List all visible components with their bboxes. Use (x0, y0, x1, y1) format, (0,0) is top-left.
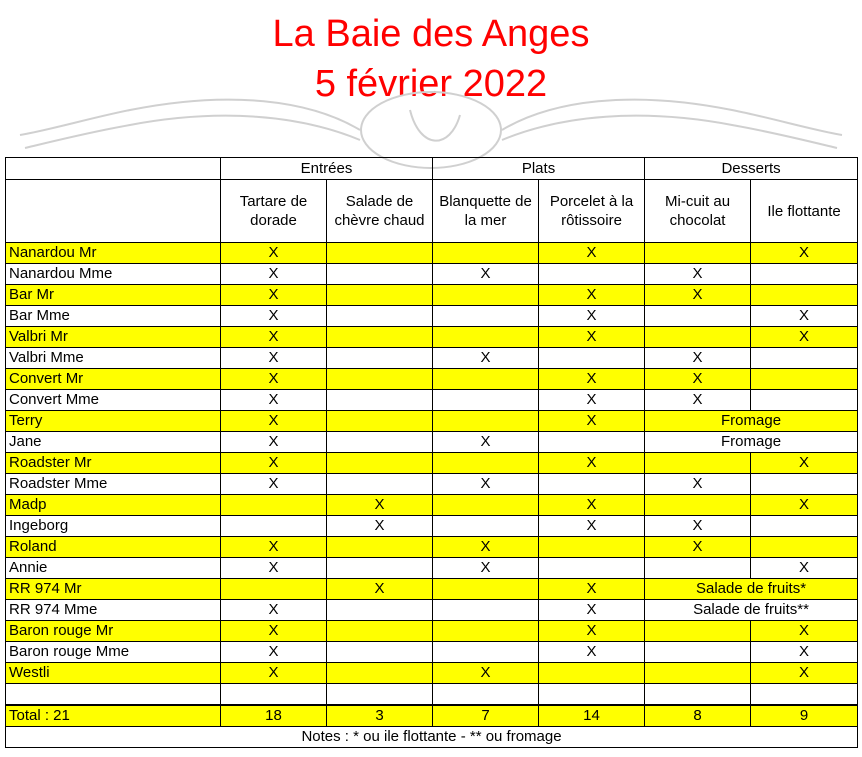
choice-cell: X (645, 285, 751, 306)
choice-cell (433, 411, 539, 432)
choice-cell (327, 285, 433, 306)
choice-cell: X (751, 453, 858, 474)
dessert-alternative: Fromage (645, 411, 858, 432)
choice-cell (645, 663, 751, 684)
guest-name: Convert Mme (6, 390, 221, 411)
col-salade: Salade de chèvre chaud (327, 180, 433, 243)
dessert-alternative: Salade de fruits** (645, 600, 858, 621)
total-value: 9 (751, 705, 858, 727)
choice-cell (433, 453, 539, 474)
choice-cell (645, 621, 751, 642)
choice-cell: X (327, 579, 433, 600)
group-desserts: Desserts (645, 158, 858, 180)
dessert-alternative: Salade de fruits* (645, 579, 858, 600)
choice-cell: X (221, 642, 327, 663)
choice-cell: X (539, 306, 645, 327)
choice-cell (433, 306, 539, 327)
choice-cell (645, 243, 751, 264)
choice-cell (539, 432, 645, 453)
choice-cell (327, 264, 433, 285)
table-row (6, 411, 858, 432)
choice-cell (433, 327, 539, 348)
guest-name: Bar Mme (6, 306, 221, 327)
choice-cell (751, 390, 858, 411)
total-value: 14 (539, 705, 645, 727)
choice-cell (645, 327, 751, 348)
choice-cell: X (221, 411, 327, 432)
col-porcelet: Porcelet à la rôtissoire (539, 180, 645, 243)
total-value: 7 (433, 705, 539, 727)
choice-cell (645, 642, 751, 663)
guest-name: Valbri Mr (6, 327, 221, 348)
choice-cell (221, 579, 327, 600)
table-row (6, 621, 858, 642)
table-row (6, 537, 858, 558)
notes-row (6, 727, 858, 748)
corner-cell (6, 158, 221, 180)
choice-cell: X (539, 621, 645, 642)
choice-cell: X (221, 537, 327, 558)
choice-cell (751, 516, 858, 537)
choice-cell: X (221, 327, 327, 348)
choice-cell: X (645, 516, 751, 537)
choice-cell (433, 243, 539, 264)
col-blanquette: Blanquette de la mer (433, 180, 539, 243)
table-row (6, 348, 858, 369)
choice-cell: X (539, 516, 645, 537)
choice-cell: X (751, 642, 858, 663)
choice-cell (433, 621, 539, 642)
choice-cell: X (221, 432, 327, 453)
choice-cell (539, 474, 645, 495)
guest-name: Madp (6, 495, 221, 516)
choice-cell (327, 453, 433, 474)
table-row (6, 663, 858, 684)
table-row (6, 327, 858, 348)
choice-cell (433, 369, 539, 390)
guest-name: Jane (6, 432, 221, 453)
choice-cell: X (539, 411, 645, 432)
table-row (6, 642, 858, 663)
guest-name: Terry (6, 411, 221, 432)
choice-cell (539, 348, 645, 369)
choice-cell: X (221, 621, 327, 642)
total-value: 3 (327, 705, 433, 727)
choice-cell (327, 663, 433, 684)
table-row (6, 600, 858, 621)
group-plats: Plats (433, 158, 645, 180)
choice-cell: X (645, 390, 751, 411)
choice-cell (327, 348, 433, 369)
choice-cell: X (539, 390, 645, 411)
choice-cell: X (433, 432, 539, 453)
choice-cell: X (539, 327, 645, 348)
table-row (6, 579, 858, 600)
guest-name: Nanardou Mr (6, 243, 221, 264)
col-tartare: Tartare de dorade (221, 180, 327, 243)
guest-name: Convert Mr (6, 369, 221, 390)
choice-cell: X (751, 243, 858, 264)
guest-name: Valbri Mme (6, 348, 221, 369)
total-label: Total : 21 (6, 705, 221, 727)
choice-cell: X (539, 243, 645, 264)
choice-cell (327, 369, 433, 390)
choice-cell (645, 495, 751, 516)
empty-row (6, 684, 858, 706)
choice-cell: X (221, 243, 327, 264)
choice-cell: X (221, 264, 327, 285)
choice-cell: X (433, 537, 539, 558)
choice-cell (327, 306, 433, 327)
table-row (6, 285, 858, 306)
guest-name: RR 974 Mr (6, 579, 221, 600)
choice-cell: X (645, 348, 751, 369)
choice-cell: X (221, 369, 327, 390)
choice-cell (751, 348, 858, 369)
choice-cell (327, 558, 433, 579)
choice-cell: X (539, 285, 645, 306)
guest-name: Nanardou Mme (6, 264, 221, 285)
title-line1: La Baie des Anges (272, 13, 590, 55)
choice-cell: X (539, 453, 645, 474)
guest-name: RR 974 Mme (6, 600, 221, 621)
choice-cell (539, 537, 645, 558)
col-ile-flottante: Ile flottante (751, 180, 858, 243)
table-row (6, 369, 858, 390)
dessert-alternative: Fromage (645, 432, 858, 453)
choice-cell (433, 495, 539, 516)
choice-cell (327, 432, 433, 453)
choice-cell: X (221, 474, 327, 495)
table-row (6, 495, 858, 516)
choice-cell: X (539, 579, 645, 600)
choice-cell (539, 558, 645, 579)
choice-cell (751, 474, 858, 495)
choice-cell: X (221, 600, 327, 621)
table-row (6, 474, 858, 495)
guest-name: Roland (6, 537, 221, 558)
choice-cell (327, 474, 433, 495)
choice-cell (539, 264, 645, 285)
column-header-row (6, 180, 858, 243)
choice-cell: X (221, 663, 327, 684)
choice-cell: X (433, 264, 539, 285)
choice-cell (327, 537, 433, 558)
choice-cell: X (645, 474, 751, 495)
choice-cell: X (433, 348, 539, 369)
choice-cell: X (221, 285, 327, 306)
guest-name: Baron rouge Mme (6, 642, 221, 663)
choice-cell: X (539, 369, 645, 390)
guest-name: Roadster Mr (6, 453, 221, 474)
choice-cell: X (751, 306, 858, 327)
choice-cell (433, 285, 539, 306)
choice-cell: X (751, 495, 858, 516)
choice-cell (327, 621, 433, 642)
choice-cell: X (539, 495, 645, 516)
guest-name: Annie (6, 558, 221, 579)
choice-cell (433, 579, 539, 600)
choice-cell: X (433, 663, 539, 684)
choice-cell: X (221, 453, 327, 474)
choice-cell: X (433, 558, 539, 579)
table-row (6, 306, 858, 327)
choice-cell (327, 327, 433, 348)
table-row (6, 558, 858, 579)
group-header-row (6, 158, 858, 180)
table-row (6, 432, 858, 453)
choice-cell (433, 516, 539, 537)
choice-cell (751, 285, 858, 306)
guest-name: Roadster Mme (6, 474, 221, 495)
choice-cell: X (645, 537, 751, 558)
choice-cell (645, 453, 751, 474)
choice-cell: X (539, 600, 645, 621)
guest-name: Ingeborg (6, 516, 221, 537)
choice-cell (327, 390, 433, 411)
group-entrees: Entrées (221, 158, 433, 180)
guest-rows (6, 243, 858, 684)
choice-cell: X (751, 327, 858, 348)
total-value: 8 (645, 705, 751, 727)
total-row (6, 705, 858, 727)
choice-cell (327, 600, 433, 621)
choice-cell (221, 516, 327, 537)
choice-cell: X (221, 390, 327, 411)
choice-cell: X (221, 558, 327, 579)
choice-cell: X (751, 558, 858, 579)
choice-cell: X (221, 306, 327, 327)
guest-name: Baron rouge Mr (6, 621, 221, 642)
choice-cell (433, 600, 539, 621)
title-line2: 5 février 2022 (314, 63, 548, 105)
col-mi-cuit: Mi-cuit au chocolat (645, 180, 751, 243)
choice-cell (327, 411, 433, 432)
choice-cell: X (433, 474, 539, 495)
choice-cell (221, 495, 327, 516)
choice-cell: X (221, 348, 327, 369)
choice-cell (327, 642, 433, 663)
choice-cell (751, 369, 858, 390)
choice-cell: X (327, 495, 433, 516)
choice-cell (433, 642, 539, 663)
choice-cell (327, 243, 433, 264)
choice-cell: X (645, 264, 751, 285)
table-row (6, 390, 858, 411)
table-row (6, 243, 858, 264)
choice-cell (645, 306, 751, 327)
choice-cell: X (645, 369, 751, 390)
menu-table (5, 157, 858, 748)
choice-cell (751, 264, 858, 285)
name-header-cell (6, 180, 221, 243)
choice-cell: X (751, 663, 858, 684)
table-row (6, 516, 858, 537)
table-row (6, 264, 858, 285)
choice-cell (645, 558, 751, 579)
choice-cell (751, 537, 858, 558)
choice-cell: X (751, 621, 858, 642)
choice-cell: X (539, 642, 645, 663)
guest-name: Westli (6, 663, 221, 684)
guest-name: Bar Mr (6, 285, 221, 306)
table-row (6, 453, 858, 474)
choice-cell (539, 663, 645, 684)
choice-cell (433, 390, 539, 411)
notes-text: Notes : * ou ile flottante - ** ou fromage (6, 727, 858, 748)
choice-cell: X (327, 516, 433, 537)
total-value: 18 (221, 705, 327, 727)
